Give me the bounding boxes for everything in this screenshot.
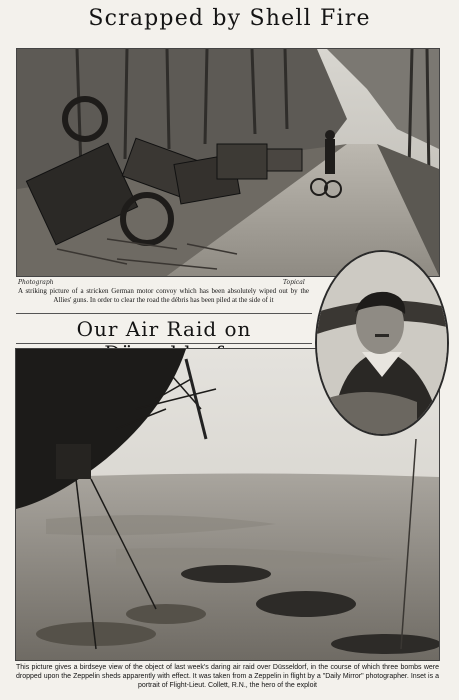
divider-top xyxy=(16,313,312,314)
sub-headline: Our Air Raid on xyxy=(76,317,252,341)
divider-bottom xyxy=(16,343,312,344)
headline: Scrapped by Shell Fire xyxy=(88,6,371,31)
photo-credit-right: Topical xyxy=(283,279,305,286)
convoy-wreck-photo xyxy=(16,48,440,277)
portrait-inset xyxy=(315,250,449,436)
air-raid-caption: This picture gives a birdseye view of the object of last week's daring air raid over Düsseldorf, in the course of which three bombs were dropped upon the Zeppelin sheds apparently with effect. It was taken from a Zeppelin in flight by a "Daily Mirror" photographer. Inset is a portrait of Flight-Lieut. Collett, R.N., the hero of the exploit xyxy=(16,664,439,689)
convoy-caption: A striking picture of a stricken German motor convoy which has been absolutely wiped out by the Allies' guns. In order to clear the road the débris has been piled at the side of it xyxy=(18,287,309,304)
photo-credit-left: Photograph xyxy=(18,279,54,286)
